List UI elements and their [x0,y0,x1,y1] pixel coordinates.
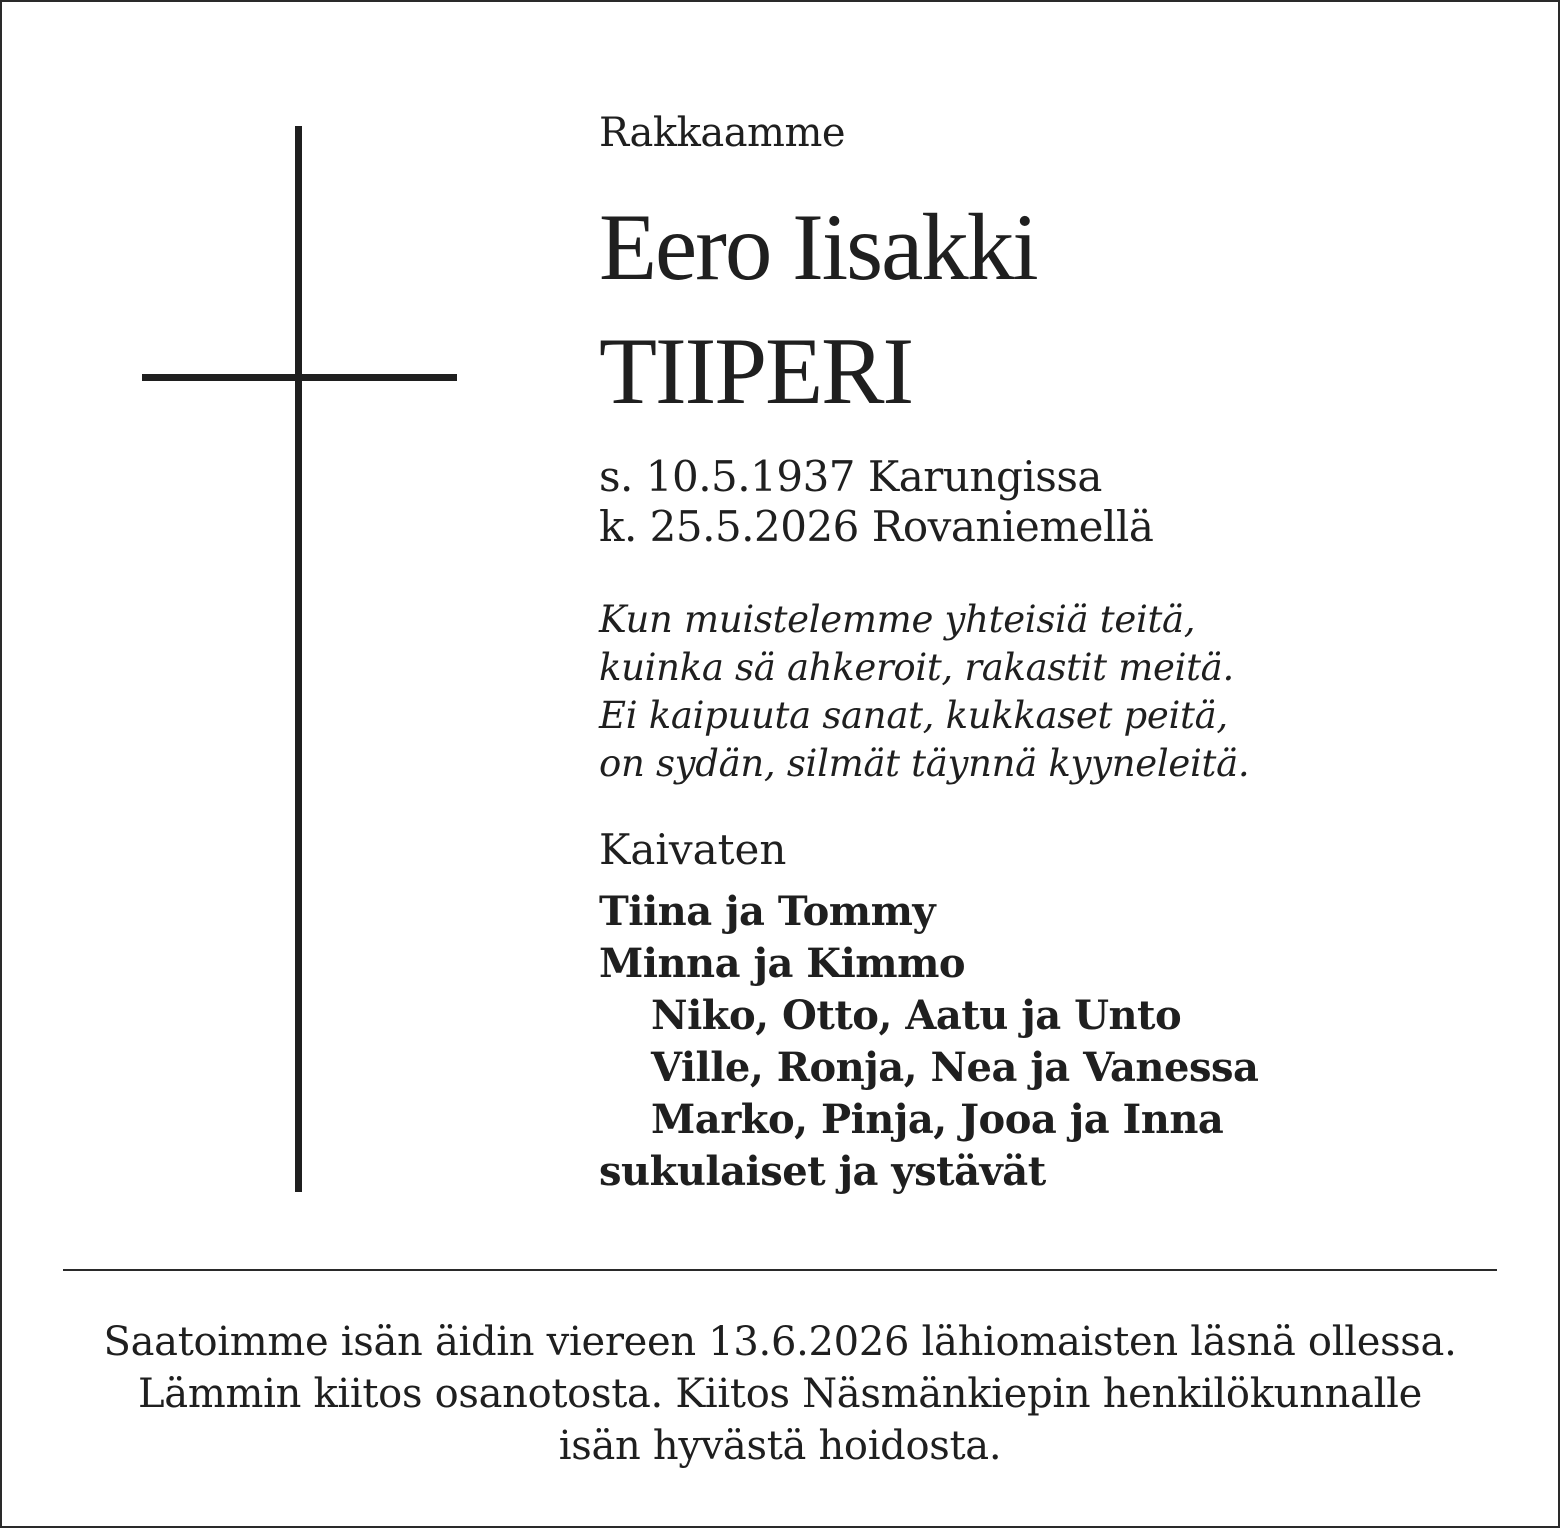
mourner-line: Niko, Otto, Aatu ja Unto [651,992,1182,1039]
cross-icon-horizontal-bar [142,374,457,381]
divider-line [63,1269,1497,1271]
poem-line: Kun muistelemme yhteisiä teitä, [599,598,1196,641]
funeral-notice-footer [0,1316,1560,1472]
mourning-label: Kaivaten [599,825,787,874]
mourner-line: Minna ja Kimmo [599,940,966,987]
poem-line: Ei kaipuuta sanat, kukkaset peitä, [599,694,1228,737]
memorial-poem [599,596,1249,788]
footer-line: isän hyvästä hoidosta. [558,1423,1002,1469]
poem-line: kuinka sä ahkeroit, rakastit meitä. [599,646,1234,689]
footer-line: Saatoimme isän äidin viereen 13.6.2026 lähiomaisten läsnä ollessa. [103,1319,1457,1365]
mourners-list [599,886,1258,1198]
poem-line: on sydän, silmät täynnä kyyneleitä. [599,742,1250,785]
cross-icon-vertical-bar [295,126,302,1192]
mourner-line: Ville, Ronja, Nea ja Vanessa [651,1044,1259,1091]
footer-line: Lämmin kiitos osanotosta. Kiitos Näsmänkiepin henkilökunnalle [138,1371,1422,1417]
deceased-surname: TIIPERI [599,318,913,424]
mourner-line: sukulaiset ja ystävät [599,1148,1046,1195]
birth-line: s. 10.5.1937 Karungissa [599,452,1102,501]
deceased-first-names: Eero Iisakki [599,194,1037,300]
intro-text: Rakkaamme [599,110,846,156]
life-dates [599,452,1153,552]
death-line: k. 25.5.2026 Rovaniemellä [599,502,1154,551]
mourner-line: Marko, Pinja, Jooa ja Inna [651,1096,1224,1143]
mourner-line: Tiina ja Tommy [599,888,936,935]
